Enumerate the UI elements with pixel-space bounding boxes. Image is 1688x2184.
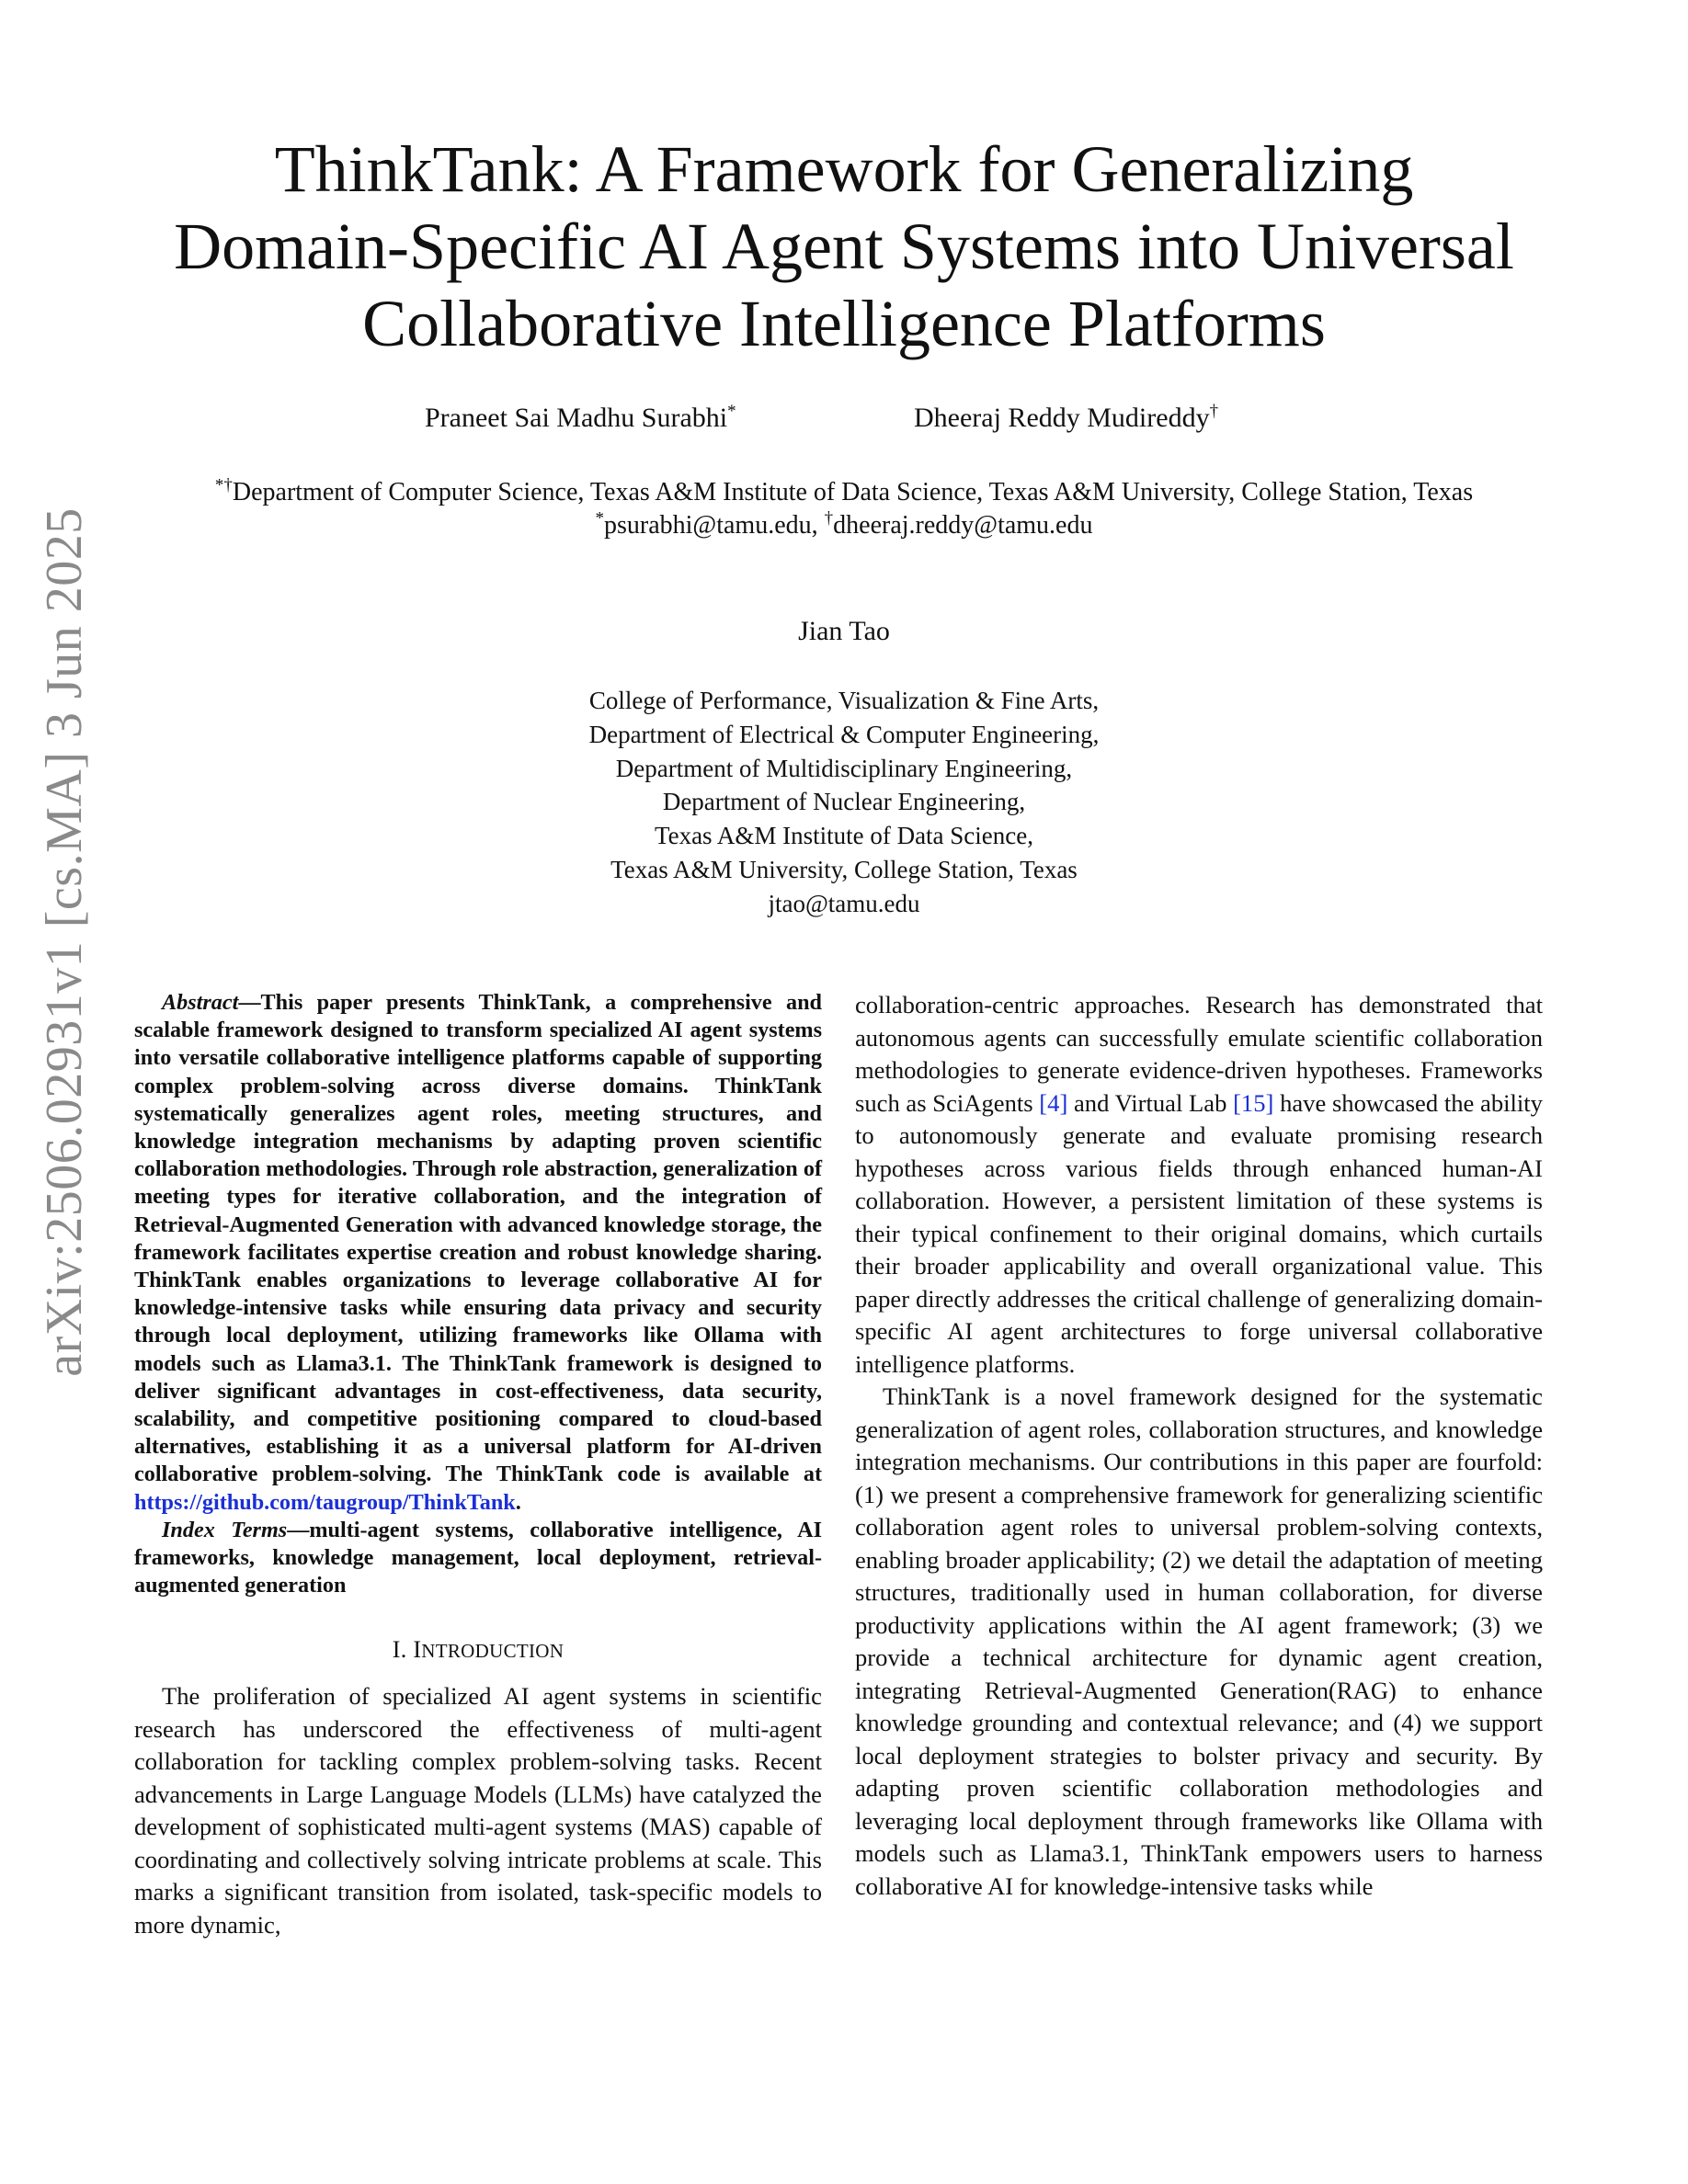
email-line: [92, 509, 1596, 542]
title-line-2: Domain-Specific AI Agent Systems into Universal: [174, 210, 1514, 283]
email-2-mark: †: [824, 508, 834, 529]
citation-4[interactable]: [4]: [1039, 1088, 1068, 1117]
abstract-link-suffix: .: [515, 1489, 521, 1515]
affiliation-line: [92, 476, 1596, 509]
author-3-name: Jian Tao: [798, 616, 890, 646]
intro-text-part-3: have showcased the ability to autonomously generate and evaluate promising research hypotheses across various fields through enhanced human-AI collaboration. However, a persistent limitation of these systems is their typical confinement to their original domains, which curtails their broader applicability and overall organizational value. This paper directly addresses the critical challenge of generalizing domain-specific AI agent architectures to forge universal collaborative intelligence platforms.: [855, 1088, 1543, 1378]
citation-15[interactable]: [15]: [1233, 1088, 1274, 1117]
index-terms-text: —multi-agent systems, collaborative intelligence, AI frameworks, knowledge management, local deployment, retrieval-augmented generation: [134, 1517, 822, 1598]
abstract-lead: Abstract: [162, 990, 239, 1015]
author-1: [425, 403, 736, 434]
affiliation-marks: *†: [214, 475, 233, 495]
title-line-1: ThinkTank: A Framework for Generalizing: [274, 132, 1414, 206]
code-link[interactable]: https://github.com/taugroup/ThinkTank: [134, 1489, 516, 1515]
author-2: [914, 403, 1218, 434]
index-terms-lead: Index Terms: [162, 1517, 288, 1542]
author-2-mark: †: [1209, 402, 1219, 421]
paper-title: [129, 131, 1559, 362]
affiliation3-line: College of Performance, Visualization & Fine Arts,: [588, 687, 1100, 714]
affiliation3-line: Texas A&M University, College Station, Texas: [610, 855, 1078, 883]
intro-paragraph-1-continued: [855, 989, 1543, 1381]
affiliation3-line: Department of Multidisciplinary Engineering,: [615, 754, 1073, 782]
affiliation3-line: Texas A&M Institute of Data Science,: [654, 822, 1033, 850]
email-1-mark: *: [595, 508, 604, 529]
author-1-name: Praneet Sai Madhu Surabhi: [425, 403, 728, 433]
index-terms: [134, 1517, 822, 1600]
intro-text-part-1: collaboration-centric approaches. Research has demonstrated that autonomous agents can successfully emulate scientific collaboration methodologies to generate evidence-driven hypotheses. Frameworks such as SciAgents: [855, 991, 1543, 1117]
affiliation3-line: Department of Nuclear Engineering,: [662, 788, 1026, 816]
section-first-letter: I: [413, 1636, 422, 1664]
affiliation-block: [92, 476, 1596, 542]
left-column: [134, 989, 822, 1941]
intro-paragraph-1: The proliferation of specialized AI agent systems in scientific research has underscored the effectiveness of multi-agent collaboration for tackling complex problem-solving tasks. Recent advancements in Large Language Models (LLMs) have catalyzed the development of sophisticated multi-agent systems (MAS) capable of coordinating and collectively solving intricate problems at scale. This marks a significant transition from isolated, task-specific models to more dynamic,: [134, 1682, 822, 1939]
author-1-mark: *: [727, 402, 736, 421]
intro-paragraph-2: ThinkTank is a novel framework designed for the systematic generalization of agent roles, collaboration structures, and knowledge integration mechanisms. Our contributions in this paper are fourfold: (1) we present a comprehensive framework for generalizing scientific collaboration agent roles to universal problem-solving contexts, enabling broader applicability; (2) we detail the adaptation of meeting structures, traditionally used in human collaboration, for diverse productivity applications within the AI agent framework; (3) we provide a technical architecture for dynamic agent creation, integrating Retrieval-Augmented Generation(RAG) to enhance knowledge grounding and contextual relevance; and (4) we support local deployment strategies to bolster privacy and security. By adapting proven scientific collaboration methodologies and leveraging local deployment through frameworks like Ollama with models such as Llama3.1, ThinkTank empowers users to harness collaborative AI for knowledge-intensive tasks while: [855, 1382, 1543, 1900]
section-heading-introduction: [134, 1636, 822, 1664]
affiliation3-email: jtao@tamu.edu: [768, 889, 920, 917]
abstract-text: —This paper presents ThinkTank, a comprehensive and scalable framework designed to transform specialized AI agent systems into versatile collaborative intelligence platforms capable of supporting complex problem-solving across diverse domains. ThinkTank systematically generalizes agent roles, meeting structures, and knowledge integration mechanisms by adapting proven scientific collaboration methodologies. Through role abstraction, generalization of meeting types for iterative collaboration, and the integration of Retrieval-Augmented Generation with advanced knowledge storage, the framework facilitates expertise creation and robust knowledge sharing. ThinkTank enables organizations to leverage collaborative AI for knowledge-intensive tasks while ensuring data privacy and security through local deployment, utilizing frameworks like Ollama with models such as Llama3.1. The ThinkTank framework is designed to deliver significant advantages in cost-effectiveness, data security, scalability, and competitive positioning compared to cloud-based alternatives, establishing it as a universal platform for AI-driven collaborative problem-solving. The ThinkTank code is available at: [134, 990, 822, 1487]
arxiv-side-stamp: arXiv:2506.02931v1 [cs.MA] 3 Jun 2025: [36, 507, 93, 1377]
intro-text-part-2: and Virtual Lab: [1067, 1088, 1234, 1117]
right-column: [855, 989, 1543, 1903]
section-title-rest: NTRODUCTION: [421, 1640, 565, 1663]
affiliation3-line: Department of Electrical & Computer Engineering,: [588, 720, 1100, 748]
author-3-affiliation: [0, 684, 1688, 921]
email-1: psurabhi@tamu.edu,: [604, 511, 818, 540]
author-2-name: Dheeraj Reddy Mudireddy: [914, 403, 1210, 433]
abstract: [134, 989, 822, 1517]
title-line-3: Collaborative Intelligence Platforms: [362, 287, 1326, 360]
email-2: dheeraj.reddy@tamu.edu: [833, 511, 1093, 540]
affiliation-text: Department of Computer Science, Texas A&M Institute of Data Science, Texas A&M University, College Station, Texas: [232, 478, 1474, 506]
section-numeral: I.: [392, 1636, 407, 1664]
